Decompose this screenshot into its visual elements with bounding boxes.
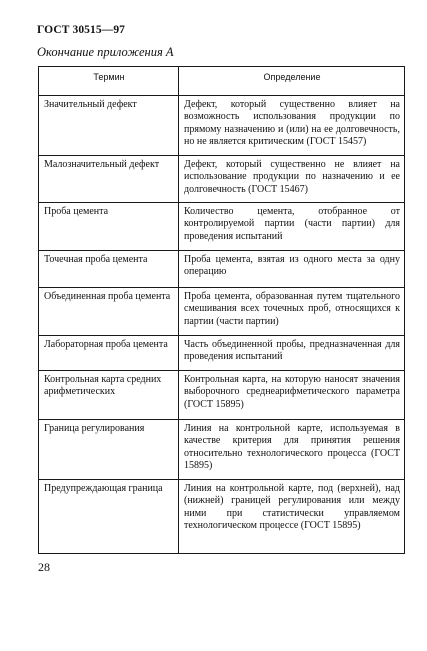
table-row <box>39 203 405 251</box>
term-cell: Граница регулирования <box>39 420 179 480</box>
terms-table <box>38 66 405 554</box>
table-row <box>39 371 405 420</box>
definition-cell: Проба цемента, образованная путем тщательного смешивания всех точечных проб, относящихся к партии (части партии) <box>179 288 405 336</box>
definition-cell: Проба цемента, взятая из одного места за одну операцию <box>179 251 405 288</box>
term-cell: Предупреждающая граница <box>39 480 179 554</box>
column-header-term: Термин <box>39 67 179 96</box>
table-row <box>39 96 405 156</box>
table-row <box>39 420 405 480</box>
term-cell: Проба цемента <box>39 203 179 251</box>
definition-cell: Часть объединенной пробы, предназначенная для проведения испытаний <box>179 336 405 371</box>
definition-cell: Дефект, который существенно влияет на возможность использования продукции по прямому назначению и (или) на ее долговечность, но не является критическим (ГОСТ 15457) <box>179 96 405 156</box>
table-row <box>39 288 405 336</box>
table-row <box>39 251 405 288</box>
column-header-definition: Определение <box>179 67 405 96</box>
table-header-row <box>39 67 405 96</box>
term-cell: Объединенная проба цемента <box>39 288 179 336</box>
definition-cell: Линия на контрольной карте, используемая в качестве критерия для принятия решения относительно технологического процесса (ГОСТ 15895) <box>179 420 405 480</box>
term-cell: Контрольная карта средних арифметических <box>39 371 179 420</box>
term-cell: Значительный дефект <box>39 96 179 156</box>
definition-cell: Контрольная карта, на которую наносят значения выборочного среднеарифметического параметра (ГОСТ 15895) <box>179 371 405 420</box>
standard-code: ГОСТ 30515—97 <box>37 24 126 36</box>
definition-cell: Дефект, который существенно не влияет на использование продукции по назначению и ее долговечность (ГОСТ 15467) <box>179 156 405 203</box>
term-cell: Точечная проба цемента <box>39 251 179 288</box>
table-row <box>39 156 405 203</box>
page-number: 28 <box>38 560 50 574</box>
table-row <box>39 336 405 371</box>
definition-cell: Линия на контрольной карте, под (верхней), над (нижней) границей регулирования или между ними при статистически управляемом технологическом процессе (ГОСТ 15895) <box>179 480 405 554</box>
definition-cell: Количество цемента, отобранное от контролируемой партии (части партии) для проведения испытаний <box>179 203 405 251</box>
table-row <box>39 480 405 554</box>
term-cell: Малозначительный дефект <box>39 156 179 203</box>
appendix-caption: Окончание приложения А <box>37 45 174 59</box>
term-cell: Лабораторная проба цемента <box>39 336 179 371</box>
